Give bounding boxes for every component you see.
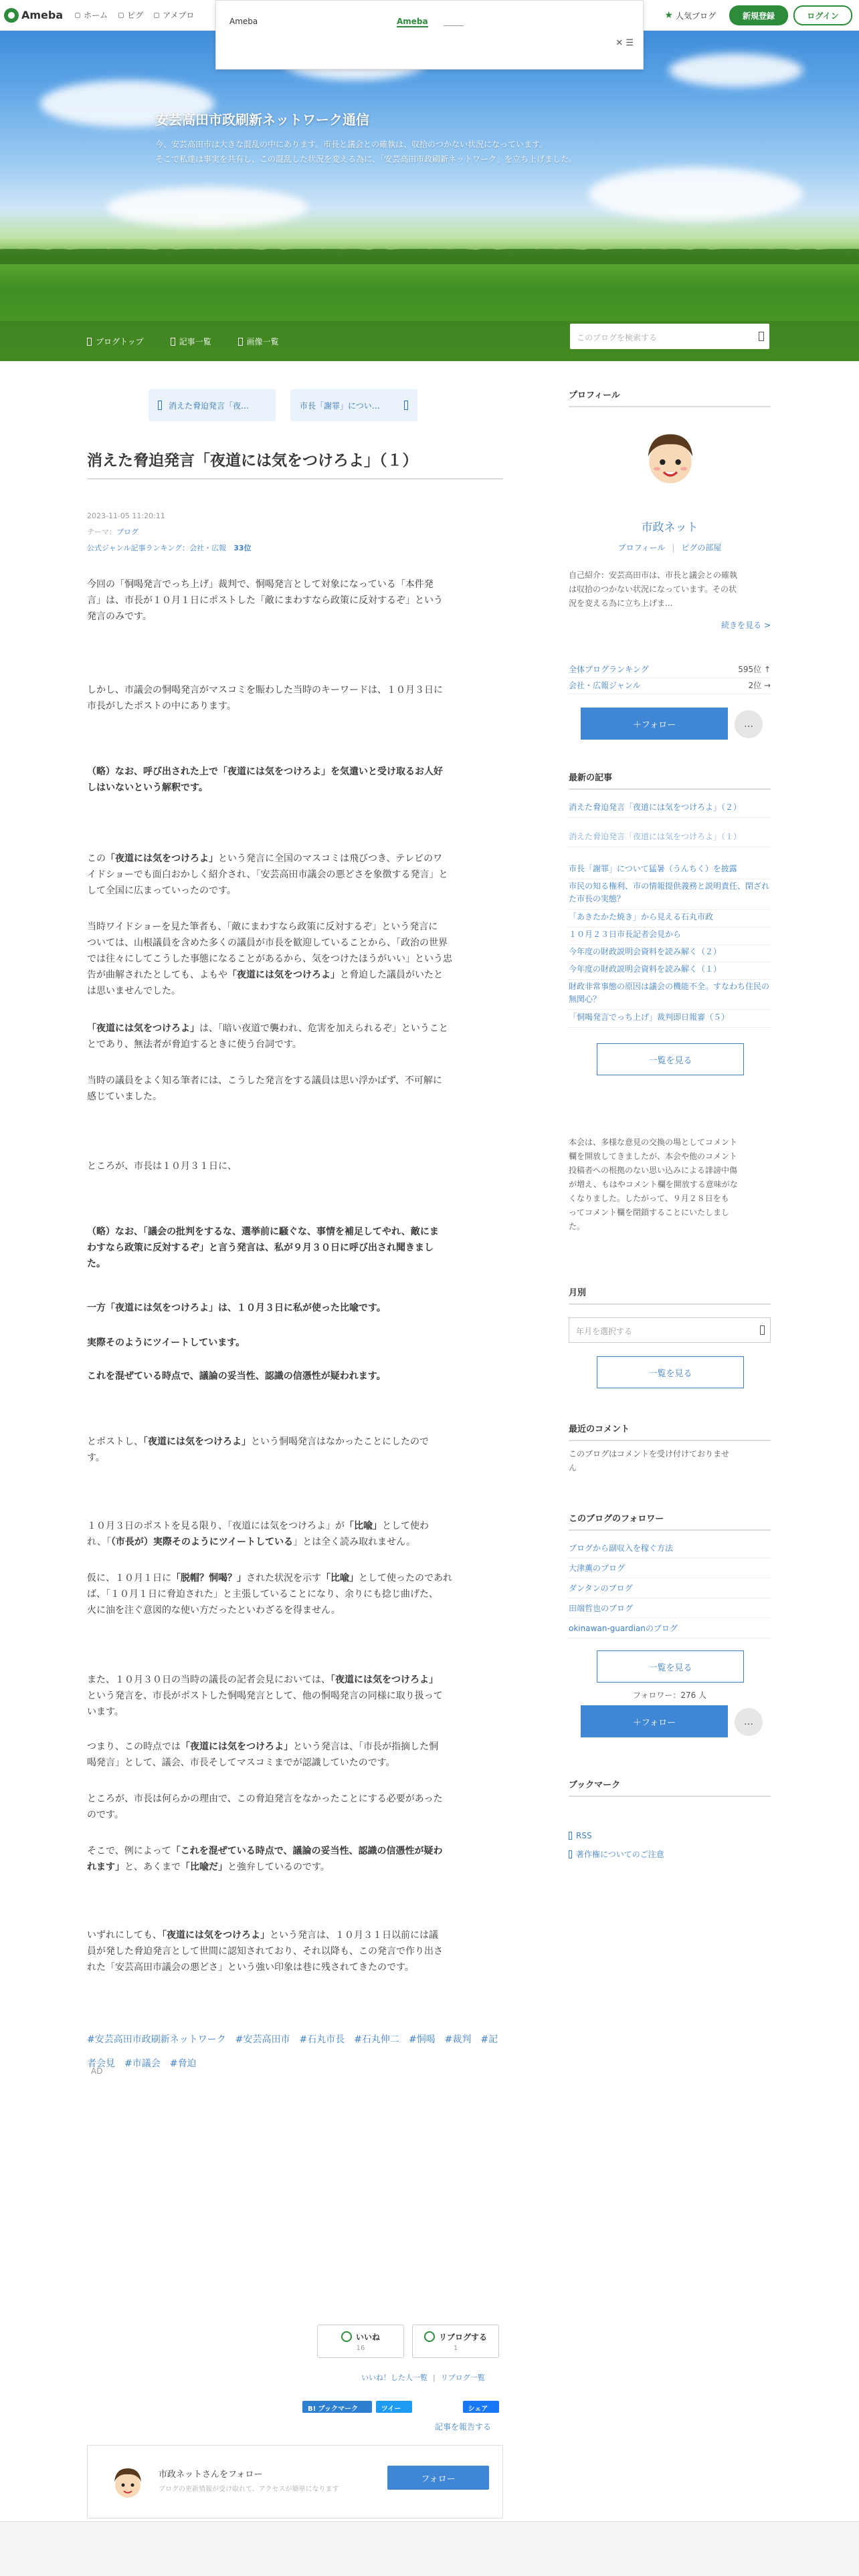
report-link[interactable]: 記事を報告する xyxy=(435,2422,492,2432)
more-options-icon[interactable]: … xyxy=(735,710,763,738)
prev-entry-link[interactable]: 消えた脅迫発言「夜… xyxy=(149,389,276,421)
like-button[interactable]: いいね 16 xyxy=(317,2325,404,2358)
hatena-bookmark-button[interactable]: B! ブックマーク 0 xyxy=(302,2401,372,2413)
pig-room-link[interactable]: ピグの部屋 xyxy=(681,543,722,552)
ad-label: AD xyxy=(91,2066,103,2076)
followers-list-button[interactable]: 一覧を見る xyxy=(597,1650,744,1683)
paragraph: 仮に、１０月１日に「脱帽？恫喝？」された状況を示す「比喩」として使ったのであれ ば、「１０月１日に脅迫された」と主張していることになり、余りにも捻じ曲げた、 火に油を注ぐ意図的な使い方だったといわざるを得ません。 xyxy=(87,1573,452,1616)
ad-overlay[interactable] xyxy=(215,0,644,70)
cloud xyxy=(669,53,803,87)
profile-link[interactable]: プロフィール xyxy=(617,543,666,552)
entry-date: 2023-11-05 11:20:11 xyxy=(87,512,165,520)
paragraph: 当時の議員をよく知る筆者には、こうした発言をする議員は思い浮かばず、不可解に 感じていました。 xyxy=(87,1075,442,1102)
ad-close-icon[interactable]: ✕ ☰ xyxy=(615,38,634,48)
quote-paragraph: 実際そのようにツイートしています。 xyxy=(87,1337,246,1348)
bottom-bar xyxy=(0,2521,859,2576)
like-list-link[interactable]: いいね！した人一覧 xyxy=(361,2373,427,2382)
avatar xyxy=(108,2463,148,2506)
like-count: 16 xyxy=(356,2344,365,2352)
facebook-share-button[interactable]: シェア 0 xyxy=(463,2401,499,2413)
recent-entry[interactable]: 財政非常事態の原因は議会の機能不全。すなわち住民の無関心？ xyxy=(569,980,771,1010)
paragraph: この「夜道には気をつけろよ」という発言に全国のマスコミは飛びつき、テレビのワ イドショーでも面白おかしく紹介され、「安芸高田市議会の悪どさを象徴する発言」と して全国に広まっていったのです。 xyxy=(87,853,448,896)
share-buttons xyxy=(302,2401,503,2423)
blog-title[interactable]: 安芸高田市政刷新ネットワーク通信 xyxy=(155,112,369,128)
paragraph: 今回の「恫喝発言でっち上げ」裁判で、恫喝発言として対象になっている「本件発 言」は、市長が１０月１日にポストした「敵にまわすなら政策に反対するぞ」という 発言のみです。 xyxy=(87,579,443,622)
paragraph: つまり、この時点では「夜道には気をつけろよ」という発言は、「市長が指摘した恫 喝発言」として、議会、市長そしてマスコミまでが認識していたのです。 xyxy=(87,1741,438,1768)
read-more-link[interactable]: 続きを見る > xyxy=(721,621,771,630)
prev-next-nav xyxy=(149,389,432,421)
hashtag-link[interactable]: #石丸伸二 xyxy=(354,2034,399,2045)
chevron-left-icon xyxy=(158,401,162,410)
search-icon[interactable] xyxy=(759,332,764,341)
hashtag-link[interactable]: #市議会 xyxy=(124,2058,161,2069)
monthly-heading: 月別 xyxy=(569,1285,771,1305)
monthly-list-button[interactable]: 一覧を見る xyxy=(597,1356,744,1388)
quote-paragraph: （略）なお、「議会の批判をするな、選挙前に騒ぐな、事情を補足してやれ、敵にま わすなら政策に反対するぞ」と言う発言は、私が９月３０日に呼び出され聞きまし た。 xyxy=(87,1226,439,1269)
copyright-link[interactable]: 著作権についてのご注意 xyxy=(569,1848,664,1860)
rss-icon xyxy=(569,1832,572,1840)
chevron-down-icon xyxy=(760,1325,765,1335)
paragraph: しかし、市議会の恫喝発言がマスコミを賑わした当時のキーワードは、１０月３日に 市長がしたポストの中にあります。 xyxy=(87,685,443,712)
quote-paragraph: （略）なお、呼び出された上で「夜道には気をつけろよ」を気遣いと受け取るお人好 しはいないという解釈です。 xyxy=(87,766,443,793)
reblog-list-link[interactable]: リブログ一覧 xyxy=(440,2373,485,2382)
follow-card-sub: ブログの更新情報が受け取れて、アクセスが簡単になります xyxy=(159,2486,339,2493)
reaction-buttons xyxy=(317,2325,507,2358)
popular-blogs-link[interactable]: ★ 人気ブログ xyxy=(664,10,716,21)
image-icon xyxy=(238,338,243,346)
paragraph: とポストし、「夜道には気をつけろよ」という恫喝発言はなかったことにしたので す。 xyxy=(87,1436,429,1463)
rss-link[interactable]: RSS xyxy=(569,1831,592,1840)
next-entry-link[interactable]: 市長「謝罪」につい… xyxy=(290,389,417,421)
overall-ranking[interactable]: 全体ブログランキング 595位 ↑ xyxy=(569,663,771,678)
nav-image-list[interactable]: 画像一覧 xyxy=(238,336,279,347)
follower-count: フォロワー：276 人 xyxy=(632,1691,707,1700)
like-icon xyxy=(341,2331,352,2342)
recent-entry[interactable]: 「あきたかた焼き」から見える石丸市政 xyxy=(569,911,771,928)
hashtags xyxy=(87,2028,503,2076)
entry-title[interactable]: 消えた脅迫発言「夜道には気をつけろよ」（１） xyxy=(87,448,503,479)
follower-link[interactable]: 田端哲也のブログ xyxy=(569,1598,771,1618)
follower-link[interactable]: okinawan-guardianのブログ xyxy=(569,1618,771,1638)
profile-avatar[interactable] xyxy=(637,425,704,495)
follow-card-title: 市政ネットさんをフォロー xyxy=(159,2470,263,2480)
hashtag-link[interactable]: #石丸市長 xyxy=(299,2034,345,2045)
recent-entry[interactable]: 今年度の財政説明会資料を読み解く（１） xyxy=(569,963,771,980)
ameba-logo-icon xyxy=(4,8,19,23)
ameblo-icon xyxy=(154,13,159,18)
paragraph: そこで、例によって「これを混ぜている時点で、議論の妥当性、認識の信憑性が疑わ れます」と、あくまで「比喩だ」と強弁しているのです。 xyxy=(87,1846,443,1872)
follower-link[interactable]: ダンタンのブログ xyxy=(569,1578,771,1598)
tweet-button[interactable]: ツイート xyxy=(376,2401,412,2413)
cloud xyxy=(107,187,308,227)
bookmark-heading: ブックマーク xyxy=(569,1778,771,1797)
recent-heading: 最新の記事 xyxy=(569,770,771,790)
reblog-button[interactable]: リブログする 1 xyxy=(412,2325,499,2358)
profile-name[interactable]: 市政ネット xyxy=(641,521,698,534)
chevron-right-icon xyxy=(404,401,408,410)
hashtag-link[interactable]: #恫喝 xyxy=(408,2034,436,2045)
theme-link[interactable]: ブログ xyxy=(116,528,138,536)
recent-entry[interactable]: 「恫喝発言でっち上げ」裁判即日報審（５） xyxy=(569,1011,771,1028)
hashtag-link[interactable]: #記者会見 xyxy=(87,2034,498,2069)
pig-icon xyxy=(118,13,124,18)
quote-paragraph: これを混ぜている時点で、議論の妥当性、認識の信憑性が疑われます。 xyxy=(87,1371,386,1382)
hashtag-link[interactable]: #裁判 xyxy=(444,2034,472,2045)
paragraph: また、１０月３０日の当時の議長の記者会見においては、「夜道には気をつけろよ」 という発言を、市長がポストした恫喝発言として、他の恫喝発言の同様に取り扱って います。 xyxy=(87,1675,443,1717)
global-nav xyxy=(75,9,205,21)
nav-pig[interactable]: ピグ xyxy=(118,9,143,21)
nav-home[interactable]: ホーム xyxy=(75,9,108,21)
paragraph: ところが、市長は何らかの理由で、この脅迫発言をなかったことにする必要があった のです。 xyxy=(87,1794,443,1820)
document-icon xyxy=(569,1850,572,1858)
nav-blog-top[interactable]: ブログトップ xyxy=(87,336,144,347)
hashtag-link[interactable]: #安芸高田市 xyxy=(235,2034,290,2045)
ameba-logo[interactable]: Ameba xyxy=(4,8,63,23)
genre-ranking[interactable]: 公式ジャンル記事ランキング：会社・広報 33位 xyxy=(87,544,252,552)
home-icon xyxy=(75,13,80,18)
paragraph: いずれにしても、「夜道には気をつけろよ」という発言は、１０月３１日以前には議 員が発した脅迫発言として世間に認知されており、それ以降も、この発言で作り出さ れた「安芸高田市議会の悪どさ」という強い印象は巷に残されてきたのです。 xyxy=(87,1930,443,1973)
comments-text: このブログはコメントを受け付けておりませ ん xyxy=(569,1449,730,1473)
reblog-icon xyxy=(424,2331,435,2342)
sidebar-follow-button-2[interactable]: ＋フォロー xyxy=(581,1705,728,1737)
followers-heading: このブログのフォロワー xyxy=(569,1511,771,1531)
recent-entry[interactable]: 市民の知る権利、市の情報提供義務と説明責任、閉ざれた市長の実態？ xyxy=(569,880,771,909)
more-options-icon[interactable]: … xyxy=(735,1708,763,1736)
sidebar-follow-button[interactable]: ＋フォロー xyxy=(581,708,728,740)
comments-heading: 最近のコメント xyxy=(569,1422,771,1441)
register-button[interactable]: 新規登録 xyxy=(729,5,788,25)
follow-card xyxy=(87,2445,503,2518)
reblog-count: 1 xyxy=(453,2344,458,2352)
crown-icon: ★ xyxy=(664,10,673,21)
reaction-lists: いいね！した人一覧 | リブログ一覧 xyxy=(361,2373,485,2382)
profile-heading: プロフィール xyxy=(569,388,771,407)
genre-ranking-row[interactable]: 会社・広報ジャンル 2位 → xyxy=(569,679,771,694)
recent-entry[interactable]: 消えた脅迫発言「夜道には気をつけろよ」（２） xyxy=(569,801,771,818)
blog-search-input[interactable]: このブログを検索する xyxy=(570,324,769,349)
hashtag-link[interactable]: #脅迫 xyxy=(169,2058,197,2069)
paragraph: 「夜道には気をつけろよ」は、「暗い夜道で襲われ、危害を加えられるぞ」ということ とであり、無法者が脅迫するときに使う台詞です。 xyxy=(87,1023,448,1050)
comment-notice: 本会は、多様な意見の交換の場としてコメント 欄を開放してきましたが、本会や他のコメント 投稿者への根拠のない思い込みによる誹謗中傷 が増え、もはやコメント欄を開放する意味がな くなりました。したがって、９月２８日をも ってコメント欄を閉鎖することにいたしまし た。 xyxy=(569,1138,738,1231)
recent-entry[interactable]: 今年度の財政説明会資料を読み解く（２） xyxy=(569,946,771,962)
follow-button[interactable]: フォロー xyxy=(387,2466,489,2490)
nav-entry-list[interactable]: 記事一覧 xyxy=(171,336,211,347)
month-select[interactable]: 年月を選択する xyxy=(569,1317,771,1343)
follower-link[interactable]: 大津薫のブログ xyxy=(569,1558,771,1578)
login-button[interactable]: ログイン xyxy=(793,5,852,25)
entry-meta: 2023-11-05 11:20:11 テーマ：ブログ 公式ジャンル記事ランキング：会社・広報 33位 xyxy=(87,508,252,556)
paragraph: １０月３日のポストを見る限り、「夜道には気をつけろよ」が「比喩」として使わ れ、「（市長が）実際そのようにツイートしている」とは全く読み取れません。 xyxy=(87,1521,429,1547)
paragraph: 当時ワイドショーを見た筆者も、「敵にまわすなら政策に反対するぞ」という発言に ついては、山根議員を含めた多くの議員が市長を歓迎していることから、「政治の世界 では往々にしてこうした事態になることがあるから、気をつけたほうがいい」という忠 告が曲解されたとしても、よもや「夜道には気をつけろよ」と脅迫した議員がいたと は思いませんでした。 xyxy=(87,922,452,996)
blog-top-icon xyxy=(87,338,92,346)
recent-entry[interactable]: 市長「謝罪」について猛暑（うんちく）を披露 xyxy=(569,863,771,879)
paragraph: ところが、市長は１０月３１日に、 xyxy=(87,1161,237,1172)
treeline xyxy=(0,237,859,264)
global-header-actions xyxy=(664,5,852,25)
quote-paragraph: 一方「夜道には気をつけろよ」は、１０月３日に私が使った比喩です。 xyxy=(87,1303,386,1313)
recent-entry[interactable]: １０月２３日市長記者会見から xyxy=(569,928,771,945)
hashtag-link[interactable]: #安芸高田市政刷新ネットワーク xyxy=(87,2034,226,2045)
blog-description: 今、安芸高田市は大きな混乱の中にあります。市長と議会との確執は、収拾のつかない状況になっています。 そこで私達は事実を共有し、この混乱した状況を変える為に、「安芸高田市政刷新ネットワーク」を立ち上げました。 xyxy=(155,140,577,164)
ad-underline xyxy=(444,17,464,26)
ad-brand: Ameba xyxy=(229,17,258,26)
list-icon xyxy=(171,338,175,346)
recent-entry[interactable]: 消えた脅迫発言「夜道には気をつけろよ」（１） xyxy=(569,831,771,847)
follower-link[interactable]: ブログから副収入を稼ぐ方法 xyxy=(569,1538,771,1558)
ad-link[interactable]: Ameba xyxy=(397,17,428,26)
cloud xyxy=(589,167,803,221)
profile-links: プロフィール | ピグの部屋 xyxy=(617,543,722,552)
nav-ameblo[interactable]: アメブロ xyxy=(154,9,194,21)
recent-list-button[interactable]: 一覧を見る xyxy=(597,1043,744,1075)
profile-intro: 自己紹介：安芸高田市は、市長と議会との確執 は収拾のつかない状況になっています。その状 況を変える為に立ち上げま... xyxy=(569,570,738,608)
